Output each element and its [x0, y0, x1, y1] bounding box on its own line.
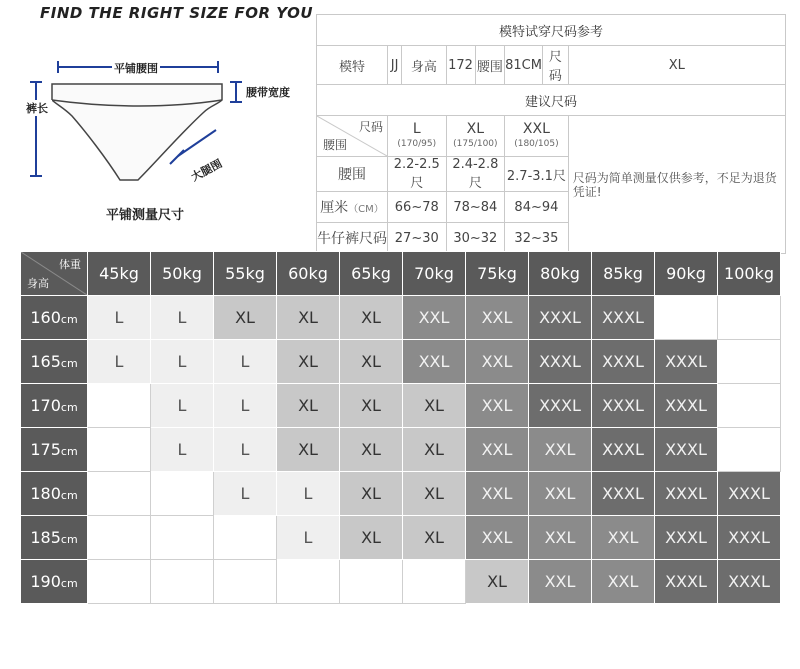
size-cell: XL — [403, 516, 466, 560]
size-cell: XXL — [466, 428, 529, 472]
measurement-diagram — [20, 50, 310, 240]
height-header: 170cm — [21, 384, 88, 428]
model-row-cell: 腰围 — [475, 46, 505, 85]
size-chart-table — [20, 251, 781, 604]
size-cell — [88, 384, 151, 428]
size-cell: XXXL — [592, 296, 655, 340]
size-cell: XXL — [529, 472, 592, 516]
size-cell: XXL — [466, 384, 529, 428]
size-cell: XXL — [592, 516, 655, 560]
size-cell — [151, 560, 214, 604]
size-cell — [214, 560, 277, 604]
size-cell: XXXL — [718, 516, 781, 560]
size-chart-corner — [21, 252, 88, 296]
model-row-cell: 尺码 — [542, 46, 568, 85]
size-cell: XXXL — [655, 560, 718, 604]
size-cell: XXXL — [592, 384, 655, 428]
weight-header: 45kg — [88, 252, 151, 296]
size-cell — [151, 472, 214, 516]
model-row-cell: 模特 — [317, 46, 388, 85]
size-cell: XL — [403, 472, 466, 516]
weight-header: 70kg — [403, 252, 466, 296]
size-cell — [718, 340, 781, 384]
height-header: 175cm — [21, 428, 88, 472]
size-cell: XXXL — [529, 296, 592, 340]
weight-header: 90kg — [655, 252, 718, 296]
size-cell: XXXL — [529, 384, 592, 428]
size-cell: XL — [403, 384, 466, 428]
height-header: 165cm — [21, 340, 88, 384]
model-row-cell: 172 — [446, 46, 475, 85]
suggest-row-label: 牛仔裤尺码 — [317, 223, 388, 254]
size-cell: XXL — [529, 560, 592, 604]
size-cell: XXXL — [529, 340, 592, 384]
corner-height-label: 身高 — [27, 277, 49, 290]
size-cell: XXXL — [655, 472, 718, 516]
size-cell: L — [277, 516, 340, 560]
size-cell — [88, 516, 151, 560]
size-cell: XL — [277, 384, 340, 428]
weight-header: 50kg — [151, 252, 214, 296]
model-row-cell: JJ — [388, 46, 402, 85]
size-cell: XXXL — [592, 340, 655, 384]
size-cell: XXXL — [592, 472, 655, 516]
height-header: 160cm — [21, 296, 88, 340]
size-cell: XL — [214, 296, 277, 340]
size-cell: XXL — [529, 428, 592, 472]
size-cell: XL — [340, 296, 403, 340]
suggest-cell: 84~94 — [505, 192, 569, 223]
size-cell — [88, 560, 151, 604]
size-cell: XXXL — [718, 560, 781, 604]
flat-waist-label: 平铺腰围 — [114, 62, 158, 75]
size-cell: L — [214, 340, 277, 384]
suggest-cell: 2.7-3.1尺 — [505, 157, 569, 192]
thigh-label: 大腿围 — [189, 156, 225, 184]
suggest-row-label: 腰围 — [317, 157, 388, 192]
suggest-cell: 2.4-2.8尺 — [446, 157, 505, 192]
suggest-cell: 66~78 — [388, 192, 447, 223]
size-cell: L — [88, 340, 151, 384]
size-cell — [214, 516, 277, 560]
suggest-cell: 30~32 — [446, 223, 505, 254]
length-label: 裤长 — [22, 100, 52, 116]
size-cell — [403, 560, 466, 604]
size-cell — [88, 472, 151, 516]
size-cell — [718, 384, 781, 428]
size-cell: L — [277, 472, 340, 516]
size-cell — [277, 560, 340, 604]
suggest-cell: 2.2-2.5尺 — [388, 157, 447, 192]
size-cell: L — [88, 296, 151, 340]
size-cell: XL — [277, 428, 340, 472]
size-cell: XXL — [529, 516, 592, 560]
model-reference-table — [316, 14, 786, 254]
size-cell: XXXL — [655, 340, 718, 384]
size-note: 尺码为简单测量仅供参考，不足为退货凭证! — [568, 116, 785, 254]
size-cell: XXL — [592, 560, 655, 604]
size-cell: XXXL — [655, 516, 718, 560]
size-cell: L — [214, 384, 277, 428]
size-cell: XL — [340, 384, 403, 428]
weight-header: 60kg — [277, 252, 340, 296]
size-cell: L — [151, 340, 214, 384]
weight-header: 80kg — [529, 252, 592, 296]
size-cell: XL — [403, 428, 466, 472]
size-cell: XXXL — [592, 428, 655, 472]
suggest-cell: 78~84 — [446, 192, 505, 223]
size-cell: XXXL — [655, 428, 718, 472]
size-cell: XL — [466, 560, 529, 604]
size-chart-row — [21, 340, 781, 384]
model-row-cell: 81CM — [505, 46, 543, 85]
model-row-cell: XL — [568, 46, 785, 85]
weight-header: 100kg — [718, 252, 781, 296]
size-cell: L — [214, 472, 277, 516]
model-row-cell: 身高 — [402, 46, 446, 85]
size-cell: XL — [340, 516, 403, 560]
size-cell: XL — [277, 340, 340, 384]
corner-weight-label: 体重 — [59, 258, 81, 271]
diagram-caption: 平铺测量尺寸 — [106, 208, 185, 223]
corner-waist-label: 腰围 — [323, 138, 348, 152]
size-cell: L — [151, 428, 214, 472]
height-header: 180cm — [21, 472, 88, 516]
suggest-title: 建议尺码 — [317, 85, 786, 116]
size-cell: L — [214, 428, 277, 472]
size-cell — [718, 296, 781, 340]
size-cell: XXL — [466, 472, 529, 516]
size-cell: XXL — [403, 296, 466, 340]
size-cell: XL — [277, 296, 340, 340]
size-cell — [655, 296, 718, 340]
size-header-xl: XL (175/100) — [446, 116, 505, 157]
height-header: 190cm — [21, 560, 88, 604]
size-cell — [151, 516, 214, 560]
size-cell: L — [151, 296, 214, 340]
size-cell: XXL — [466, 340, 529, 384]
waistband-width-label: 腰带宽度 — [246, 86, 290, 99]
suggest-cell: 27~30 — [388, 223, 447, 254]
size-cell: XXL — [403, 340, 466, 384]
size-cell: L — [151, 384, 214, 428]
page-heading: FIND THE RIGHT SIZE FOR YOU — [40, 4, 314, 22]
suggest-corner-cell — [317, 116, 388, 157]
weight-header: 55kg — [214, 252, 277, 296]
size-chart-row — [21, 560, 781, 604]
size-cell — [718, 428, 781, 472]
size-cell: XL — [340, 428, 403, 472]
height-header: 185cm — [21, 516, 88, 560]
size-chart-row — [21, 384, 781, 428]
weight-header: 75kg — [466, 252, 529, 296]
size-chart-row — [21, 472, 781, 516]
suggest-cell: 32~35 — [505, 223, 569, 254]
size-chart-row — [21, 516, 781, 560]
corner-size-label: 尺码 — [358, 120, 383, 134]
size-header-l: L (170/95) — [388, 116, 447, 157]
size-chart-row — [21, 428, 781, 472]
size-cell — [340, 560, 403, 604]
suggest-row-label: 厘米（CM） — [317, 192, 388, 223]
size-cell: XXXL — [655, 384, 718, 428]
size-cell: XXXL — [718, 472, 781, 516]
weight-header: 65kg — [340, 252, 403, 296]
model-table-title: 模特试穿尺码参考 — [317, 15, 786, 46]
size-header-xxl: XXL (180/105) — [505, 116, 569, 157]
size-cell — [88, 428, 151, 472]
size-cell: XXL — [466, 296, 529, 340]
size-cell: XL — [340, 340, 403, 384]
weight-header: 85kg — [592, 252, 655, 296]
size-cell: XXL — [466, 516, 529, 560]
size-cell: XL — [340, 472, 403, 516]
size-chart-row — [21, 296, 781, 340]
